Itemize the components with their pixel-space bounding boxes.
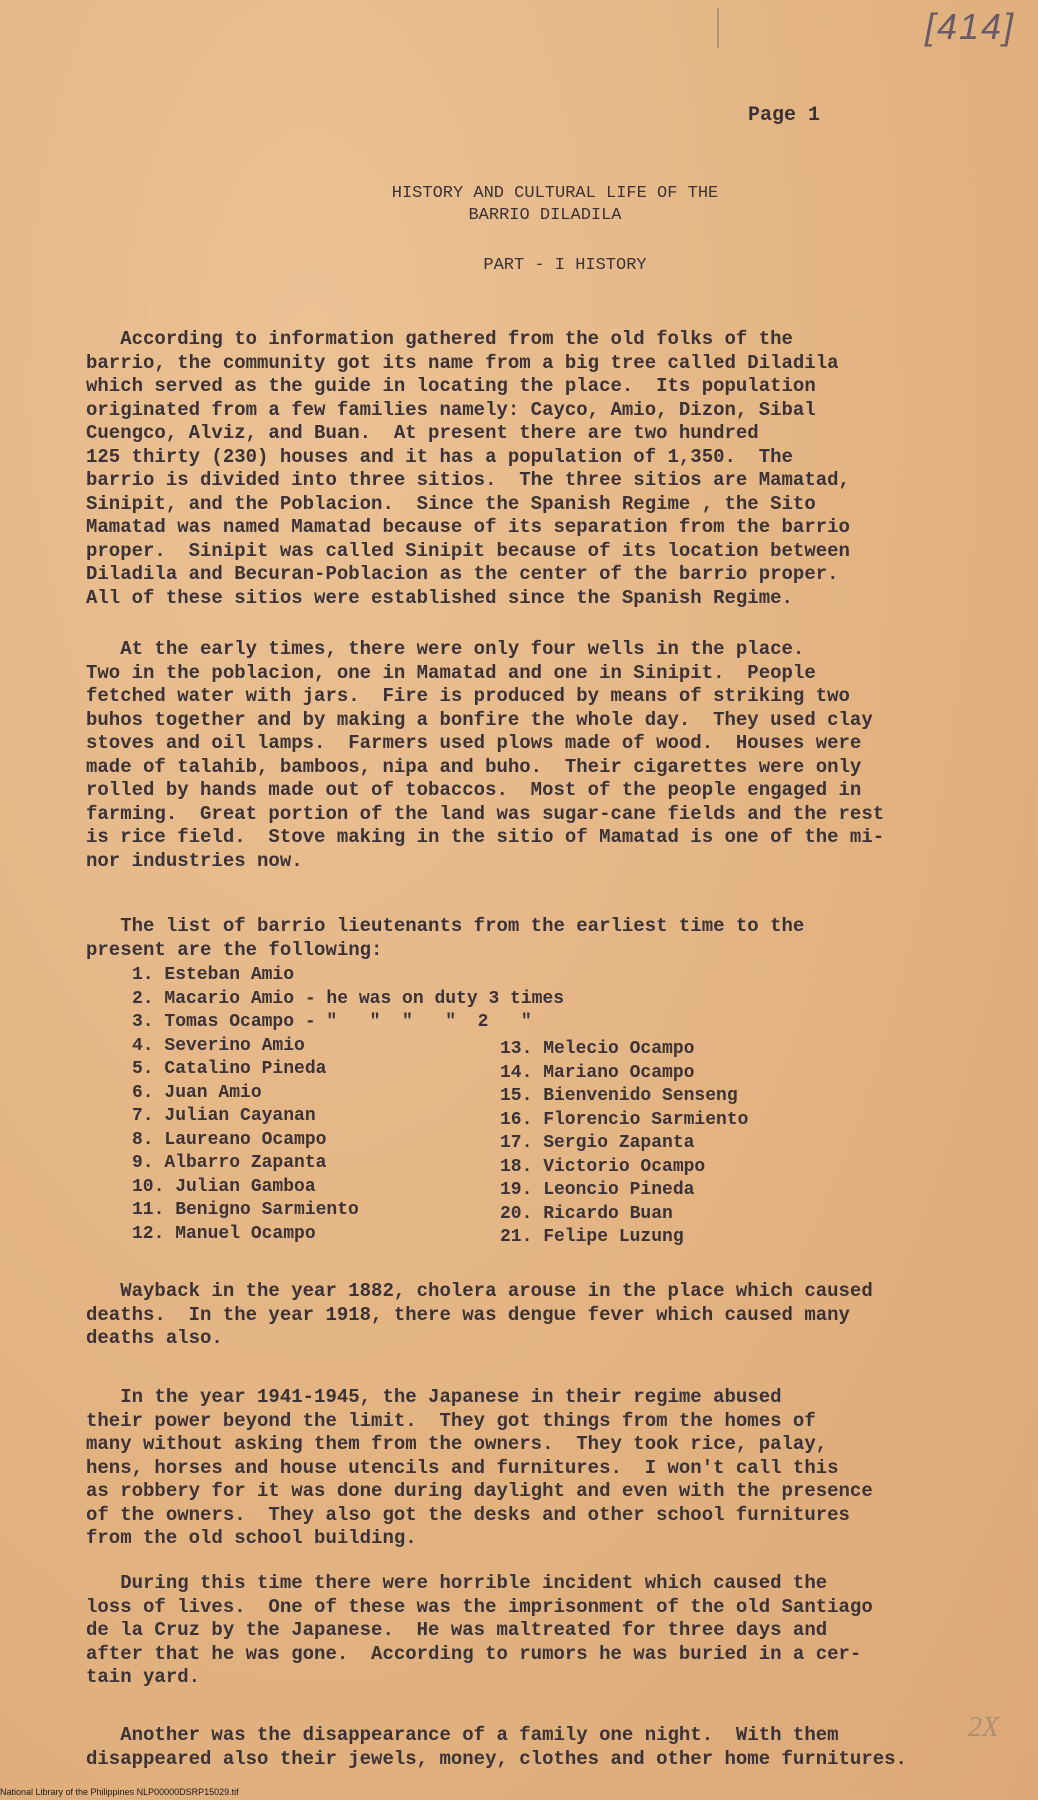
- paragraph-disappearance: Another was the disappearance of a family one night. With them disappeared also their jewels, money, clothes and other home furnitures.: [86, 1724, 907, 1770]
- paragraph-epidemics: Wayback in the year 1882, cholera arouse in the place which caused deaths. In the year 1918, there was dengue fever which caused many deaths also.: [86, 1280, 873, 1349]
- list-item: 14. Mariano Ocampo: [500, 1062, 695, 1083]
- list-item: 5. Catalino Pineda: [132, 1059, 327, 1079]
- list-item: 2. Macario Amio - he was on duty 3 times: [132, 988, 565, 1009]
- corner-mark: 2X: [968, 1712, 1000, 1743]
- list-item: 12. Manuel Ocampo: [132, 1223, 316, 1244]
- list-item: 9. Albarro Zapanta: [132, 1153, 327, 1173]
- list-item: 18. Victorio Ocampo: [500, 1156, 706, 1177]
- list-item: 16. Florencio Sarmiento: [500, 1109, 749, 1130]
- list-item: 21. Felipe Luzung: [500, 1227, 684, 1247]
- document-title-line1: HISTORY AND CULTURAL LIFE OF THE: [391, 184, 719, 203]
- list-item: 20. Ricardo Buan: [500, 1203, 673, 1224]
- list-item: 15. Bienvenido Senseng: [500, 1086, 738, 1106]
- paragraph-origin: According to information gathered from the old folks of the barrio, the community got its name from a big tree called Diladila which served as the guide in locating the place. Its population originated from a few families namely: Cayco, Amio, Dizon, Sibal Cuengco, Alviz, and Buan. At present there are two hundred 125 thirty (230) houses and it has a population of 1,350. The barrio is divided into three sitios. The three sitios are Mamatad, Sinipit, and the Poblacion. Since the Spanish Regime , the Sito Mamatad was named Mamatad because of its separation from the barrio proper. Sinipit was called Sinipit because of its location between Diladila and Becuran-Poblacion as the center of the barrio proper. All of these sitios were established since the Spanish Regime.: [86, 328, 850, 609]
- paragraph-lieutenants-intro: The list of barrio lieutenants from the earliest time to the present are the following:: [86, 915, 805, 961]
- paper-mark: [717, 8, 719, 48]
- list-item: 3. Tomas Ocampo - " " " " 2 ": [132, 1012, 532, 1032]
- paragraph-early-times: At the early times, there were only four wells in the place. Two in the poblacion, one in Mamatad and one in Sinipit. People fetched water with jars. Fire is produced by means of striking two buhos together and by making a bonfire the whole day. They used clay stoves and oil lamps. Farmers used plows made of wood. Houses were made of talahib, bamboos, nipa and buho. Their cigarettes were only rolled by hands made out of tobaccos. Most of the people engaged in farming. Great portion of the land was sugar-cane fields and the rest is rice field. Stove making in the sitio of Mamatad is one of the mi- nor industries now.: [86, 638, 885, 872]
- list-item: 11. Benigno Sarmiento: [132, 1200, 359, 1220]
- scan-footer: National Library of the Philippines NLP00000DSRP15029.tif: [0, 1787, 239, 1797]
- list-item: 17. Sergio Zapanta: [500, 1133, 695, 1153]
- list-item: 13. Melecio Ocampo: [500, 1039, 695, 1059]
- paragraph-incident: During this time there were horrible incident which caused the loss of lives. One of these was the imprisonment of the old Santiago de la Cruz by the Japanese. He was maltreated for three days and after that he was gone. According to rumors he was buried in a cer- tain yard.: [86, 1572, 873, 1688]
- list-item: 19. Leoncio Pineda: [500, 1180, 695, 1200]
- list-item: 7. Julian Cayanan: [132, 1106, 316, 1126]
- lieutenants-list-right: [500, 1038, 748, 1250]
- list-item: 8. Laureano Ocampo: [132, 1129, 327, 1150]
- list-item: 4. Severino Amio: [132, 1035, 305, 1056]
- archive-number: [414]: [925, 6, 1016, 47]
- page-label: Page 1: [748, 104, 821, 127]
- part-heading: PART - I HISTORY: [483, 256, 647, 275]
- list-item: 1. Esteban Amio: [132, 965, 295, 985]
- list-item: 6. Juan Amio: [132, 1082, 262, 1103]
- list-item: 10. Julian Gamboa: [132, 1176, 316, 1197]
- paragraph-japanese-regime: In the year 1941-1945, the Japanese in their regime abused their power beyond the limit. They got things from the homes of many without asking them from the owners. They took rice, palay, hens, horses and house utencils and furnitures. I won't call this as robbery for it was done during daylight and even with the presence of the owners. They also got the desks and other school furnitures from the old school building.: [86, 1386, 873, 1549]
- document-title-line2: BARRIO DILADILA: [468, 206, 622, 225]
